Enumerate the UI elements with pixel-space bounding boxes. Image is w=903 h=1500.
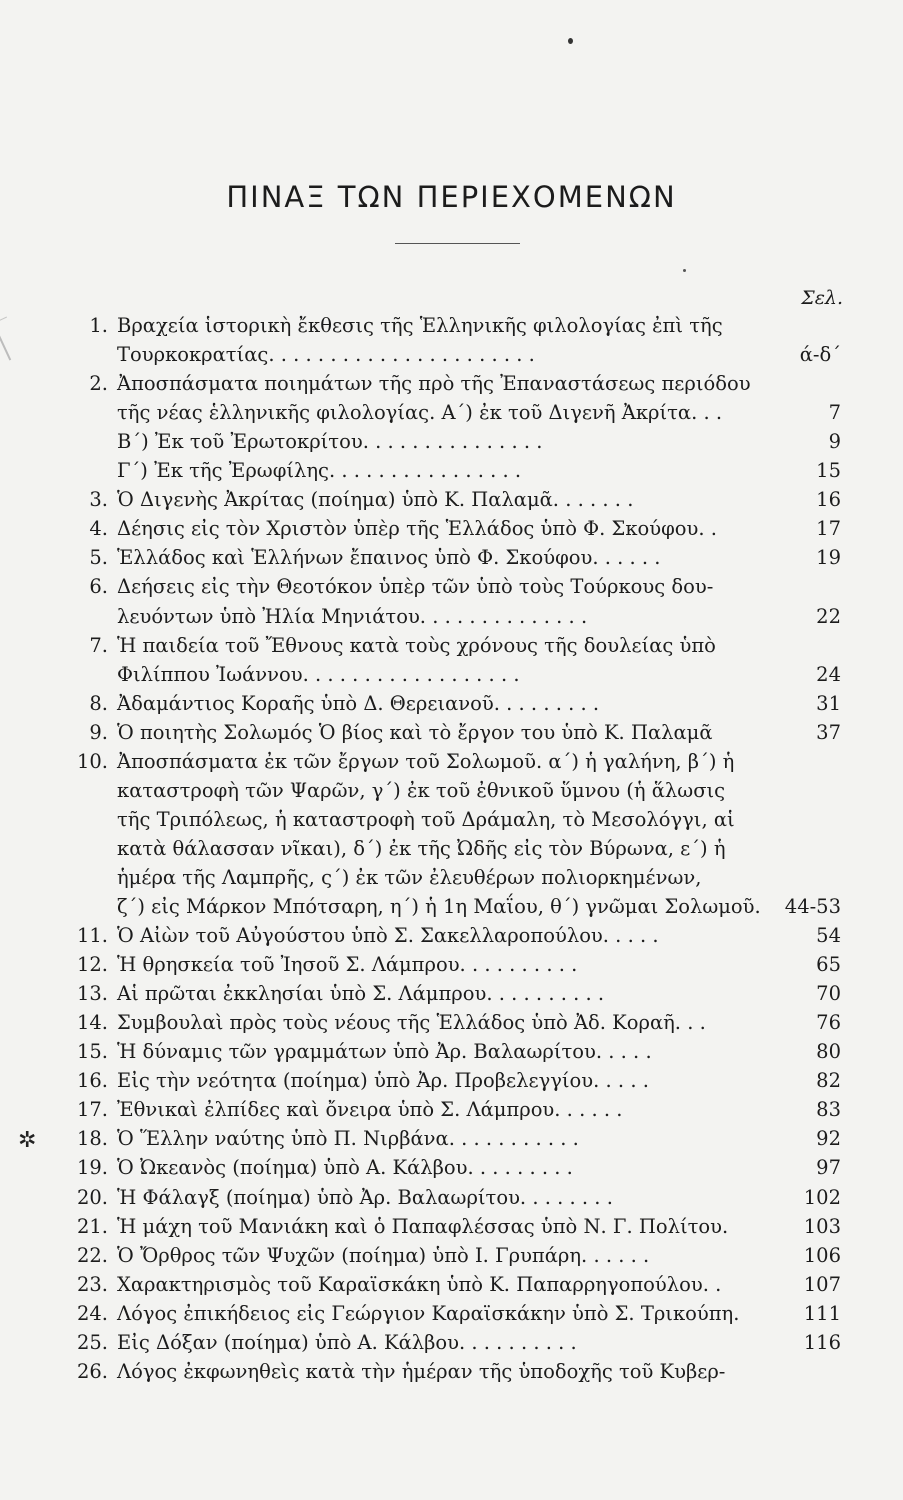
entry-text: Β΄) Ἐκ τοῦ Ἐρωτοκρίτου. . . . . . . . . . . . . . . xyxy=(117,430,543,454)
entry-text: Ἀποσπάσματα ἐκ τῶν ἔργων τοῦ Σολωμοῦ. α΄) ἡ γαλήνη, β΄) ἡ xyxy=(117,749,735,773)
entry-text: Δεήσεις εἰς τὴν Θεοτόκον ὑπὲρ τῶν ὑπὸ τοὺς Τούρκους δου- xyxy=(117,575,714,599)
entry-text: Εἰς τὴν νεότητα (ποίημα) ὑπὸ Ἀρ. Προβελεγγίου. . . . . xyxy=(117,1069,649,1093)
entry-number: 12. xyxy=(76,953,108,977)
contents-line xyxy=(0,457,903,484)
page-column-header: Σελ. xyxy=(801,287,843,309)
contents-line xyxy=(0,1096,903,1123)
entry-number: 5. xyxy=(89,546,108,570)
entry-number: 21. xyxy=(76,1214,108,1238)
entry-number: 10. xyxy=(76,749,108,773)
entry-number: 24. xyxy=(76,1301,108,1325)
entry-text: Ἀποσπάσματα ποιημάτων τῆς πρὸ τῆς Ἐπαναστάσεως περιόδου xyxy=(117,372,751,396)
entry-number: 14. xyxy=(76,1011,108,1035)
contents-line xyxy=(0,1329,903,1356)
entry-number: 17. xyxy=(76,1098,108,1122)
entry-text: Χαρακτηρισμὸς τοῦ Καραϊσκάκη ὑπὸ Κ. Παπαρρηγοπούλου. . xyxy=(117,1272,722,1296)
entry-text: Ὁ Ὠκεανὸς (ποίημα) ὑπὸ Α. Κάλβου. . . . . . . . . xyxy=(117,1156,573,1180)
contents-line xyxy=(0,341,903,368)
contents-line xyxy=(0,1213,903,1240)
entry-text: Τουρκοκρατίας. . . . . . . . . . . . . . . . . . . . . . xyxy=(117,343,535,367)
entry-page-number: 92 xyxy=(816,1127,841,1151)
contents-line xyxy=(0,1125,903,1152)
contents-line xyxy=(0,1184,903,1211)
entry-number: 19. xyxy=(76,1156,108,1180)
contents-line xyxy=(0,603,903,630)
contents-line xyxy=(0,1009,903,1036)
entry-number: 11. xyxy=(76,924,108,948)
entry-text: Γ΄) Ἐκ τῆς Ἐρωφίλης. . . . . . . . . . . . . . . . xyxy=(117,459,522,483)
contents-line xyxy=(0,806,903,833)
entry-number: 8. xyxy=(89,691,108,715)
entry-number: 13. xyxy=(76,982,108,1006)
entry-page-number: 54 xyxy=(816,924,841,948)
contents-line xyxy=(0,1271,903,1298)
contents-line xyxy=(0,864,903,891)
entry-number: 23. xyxy=(76,1272,108,1296)
entry-text: Αἱ πρῶται ἐκκλησίαι ὑπὸ Σ. Λάμπρου. . . . . . . . . . xyxy=(117,982,605,1006)
entry-page-number: 70 xyxy=(816,982,841,1006)
entry-page-number: 65 xyxy=(816,953,841,977)
entry-text: Ἡ παιδεία τοῦ Ἔθνους κατὰ τοὺς χρόνους τῆς δουλείας ὑπὸ xyxy=(117,633,716,657)
entry-page-number: 19 xyxy=(816,546,841,570)
contents-line xyxy=(0,486,903,513)
entry-page-number: 116 xyxy=(803,1330,841,1354)
contents-line xyxy=(0,1300,903,1327)
contents-line xyxy=(0,573,903,600)
entry-page-number: 17 xyxy=(816,517,841,541)
entry-page-number: 106 xyxy=(803,1243,841,1267)
contents-line xyxy=(0,980,903,1007)
contents-line xyxy=(0,1154,903,1181)
entry-page-number: 24 xyxy=(816,662,841,686)
contents-line xyxy=(0,1067,903,1094)
entry-page-number: 16 xyxy=(816,488,841,512)
contents-line xyxy=(0,1358,903,1385)
entry-page-number: 76 xyxy=(816,1011,841,1035)
entry-number: 9. xyxy=(89,720,108,744)
entry-text: Ἡ Φάλαγξ (ποίημα) ὑπὸ Ἀρ. Βαλαωρίτου. . . . . . . . xyxy=(117,1185,613,1209)
contents-line xyxy=(0,544,903,571)
contents-line xyxy=(0,951,903,978)
contents-line xyxy=(0,399,903,426)
contents-line xyxy=(0,515,903,542)
page-title: ΠΙΝΑΞ ΤΩΝ ΠΕΡΙΕΧΟΜΕΝΩΝ xyxy=(226,180,677,214)
entry-text: ἡμέρα τῆς Λαμπρῆς, ς΄) ἐκ τῶν ἐλευθέρων πολιορκημένων, xyxy=(117,865,702,889)
entry-page-number: 37 xyxy=(816,720,841,744)
entry-page-number: ά-δ΄ xyxy=(799,343,841,367)
entry-text: λευόντων ὑπὸ Ἠλία Μηνιάτου. . . . . . . . . . . . . . xyxy=(117,604,588,628)
title-rule xyxy=(395,243,520,244)
entry-text: Ὁ Αἰὼν τοῦ Αὐγούστου ὑπὸ Σ. Σακελλαροπούλου. . . . . xyxy=(117,924,659,948)
entry-text: Συμβουλαὶ πρὸς τοὺς νέους τῆς Ἑλλάδος ὑπὸ Ἀδ. Κοραῆ. . . xyxy=(117,1011,706,1035)
entry-page-number: 107 xyxy=(803,1272,841,1296)
entry-text: Λόγος ἐπικήδειος εἰς Γεώργιον Καραϊσκάκην ὑπὸ Σ. Τρικούπη. xyxy=(117,1301,740,1325)
entry-page-number: 83 xyxy=(816,1098,841,1122)
entry-number: 18. xyxy=(76,1127,108,1151)
entry-page-number: 97 xyxy=(816,1156,841,1180)
entry-number: 26. xyxy=(76,1359,108,1383)
entry-text: Ἀδαμάντιος Κοραῆς ὑπὸ Δ. Θερειανοῦ. . . . . . . . . xyxy=(117,691,600,715)
entry-number: 3. xyxy=(89,488,108,512)
entry-page-number: 31 xyxy=(816,691,841,715)
ink-speck xyxy=(568,38,573,44)
entry-text: Ἡ μάχη τοῦ Μανιάκη καὶ ὁ Παπαφλέσσας ὑπὸ Ν. Γ. Πολίτου. xyxy=(117,1214,729,1238)
entry-number: 22. xyxy=(76,1243,108,1267)
entry-number: 7. xyxy=(89,633,108,657)
entry-text: Λόγος ἐκφωνηθεὶς κατὰ τὴν ἡμέραν τῆς ὑποδοχῆς τοῦ Κυβερ- xyxy=(117,1359,726,1383)
contents-line xyxy=(0,719,903,746)
entry-text: Βραχεία ἱστορικὴ ἔκθεσις τῆς Ἑλληνικῆς φιλολογίας ἐπὶ τῆς xyxy=(117,314,723,337)
contents-line xyxy=(0,370,903,397)
entry-page-number: 111 xyxy=(803,1301,841,1325)
entry-number: 20. xyxy=(76,1185,108,1209)
entry-text: κατὰ θάλασσαν νῖκαι), δ΄) ἐκ τῆς Ὠδῆς εἰς τὸν Βύρωνα, ε΄) ἡ xyxy=(117,836,726,860)
contents-line xyxy=(0,1038,903,1065)
entry-page-number: 82 xyxy=(816,1069,841,1093)
contents-line xyxy=(0,1242,903,1269)
contents-line xyxy=(0,893,903,920)
contents-line xyxy=(0,835,903,862)
entry-number: 6. xyxy=(89,575,108,599)
entry-text: Ἐθνικαὶ ἐλπίδες καὶ ὄνειρα ὑπὸ Σ. Λάμπρου. . . . . . xyxy=(117,1098,623,1122)
entry-number: 4. xyxy=(89,517,108,541)
entry-text: Ἡ δύναμις τῶν γραμμάτων ὑπὸ Ἀρ. Βαλαωρίτου. . . . . xyxy=(117,1040,652,1064)
entry-text: τῆς Τριπόλεως, ἡ καταστροφὴ τοῦ Δράμαλη, τὸ Μεσολόγγι, αἱ xyxy=(117,807,735,831)
contents-line xyxy=(0,690,903,717)
entry-page-number: 102 xyxy=(803,1185,841,1209)
entry-page-number: 9 xyxy=(828,430,841,454)
entry-text: ζ΄) εἰς Μάρκον Μπότσαρη, η΄) ἡ 1η Μαΐου, θ΄) γνῶμαι Σολωμοῦ. xyxy=(117,895,761,918)
contents-line xyxy=(0,748,903,775)
entry-text: Ὁ Ἕλλην ναύτης ὑπὸ Π. Νιρβάνα. . . . . . . . . . . xyxy=(117,1127,579,1151)
entry-number: 25. xyxy=(76,1330,108,1354)
entry-text: Ὁ Διγενὴς Ἀκρίτας (ποίημα) ὑπὸ Κ. Παλαμᾶ. . . . . . . xyxy=(117,488,634,512)
contents-line xyxy=(0,777,903,804)
entry-number: 1. xyxy=(89,314,108,337)
entry-page-number: 22 xyxy=(816,604,841,628)
entry-text: Δέησις εἰς τὸν Χριστὸν ὑπὲρ τῆς Ἑλλάδος ὑπὸ Φ. Σκούφου. . xyxy=(117,517,717,541)
contents-line xyxy=(0,428,903,455)
contents-line xyxy=(0,922,903,949)
entry-text: Ἡ θρησκεία τοῦ Ἰησοῦ Σ. Λάμπρου. . . . . . . . . . xyxy=(117,953,578,977)
entry-page-number: 103 xyxy=(803,1214,841,1238)
entry-text: Ὁ Ὄρθρος τῶν Ψυχῶν (ποίημα) ὑπὸ Ι. Γρυπάρη. . . . . . xyxy=(117,1243,650,1267)
entry-number: 15. xyxy=(76,1040,108,1064)
entry-text: Ὁ ποιητὴς Σολωμός Ὁ βίος καὶ τὸ ἔργον του ὑπὸ Κ. Παλαμᾶ xyxy=(117,720,713,744)
entry-text: Εἰς Δόξαν (ποίημα) ὑπὸ Α. Κάλβου. . . . . . . . . . xyxy=(117,1330,577,1354)
entry-text: καταστροφὴ τῶν Ψαρῶν, γ΄) ἐκ τοῦ ἐθνικοῦ ὕμνου (ἡ ἅλωσις xyxy=(117,778,726,802)
entry-text: Φιλίππου Ἰωάννου. . . . . . . . . . . . . . . . . . xyxy=(117,662,520,686)
entry-text: τῆς νέας ἑλληνικῆς φιλολογίας. Α΄) ἐκ τοῦ Διγενῆ Ἀκρίτα. . . xyxy=(117,401,723,425)
contents-line xyxy=(0,312,903,339)
contents-line xyxy=(0,632,903,659)
entry-page-number: 15 xyxy=(816,459,841,483)
entry-page-number: 80 xyxy=(816,1040,841,1064)
entry-number: 2. xyxy=(89,372,108,396)
entry-text: Ἑλλάδος καὶ Ἑλλήνων ἔπαινος ὑπὸ Φ. Σκούφου. . . . . . xyxy=(117,546,661,570)
ink-blot: ✲ xyxy=(18,1128,37,1153)
contents-line xyxy=(0,661,903,688)
entry-page-number: 7 xyxy=(828,401,841,425)
entry-page-number: 44-53 xyxy=(784,895,841,918)
ink-speck xyxy=(683,269,686,272)
entry-number: 16. xyxy=(76,1069,108,1093)
